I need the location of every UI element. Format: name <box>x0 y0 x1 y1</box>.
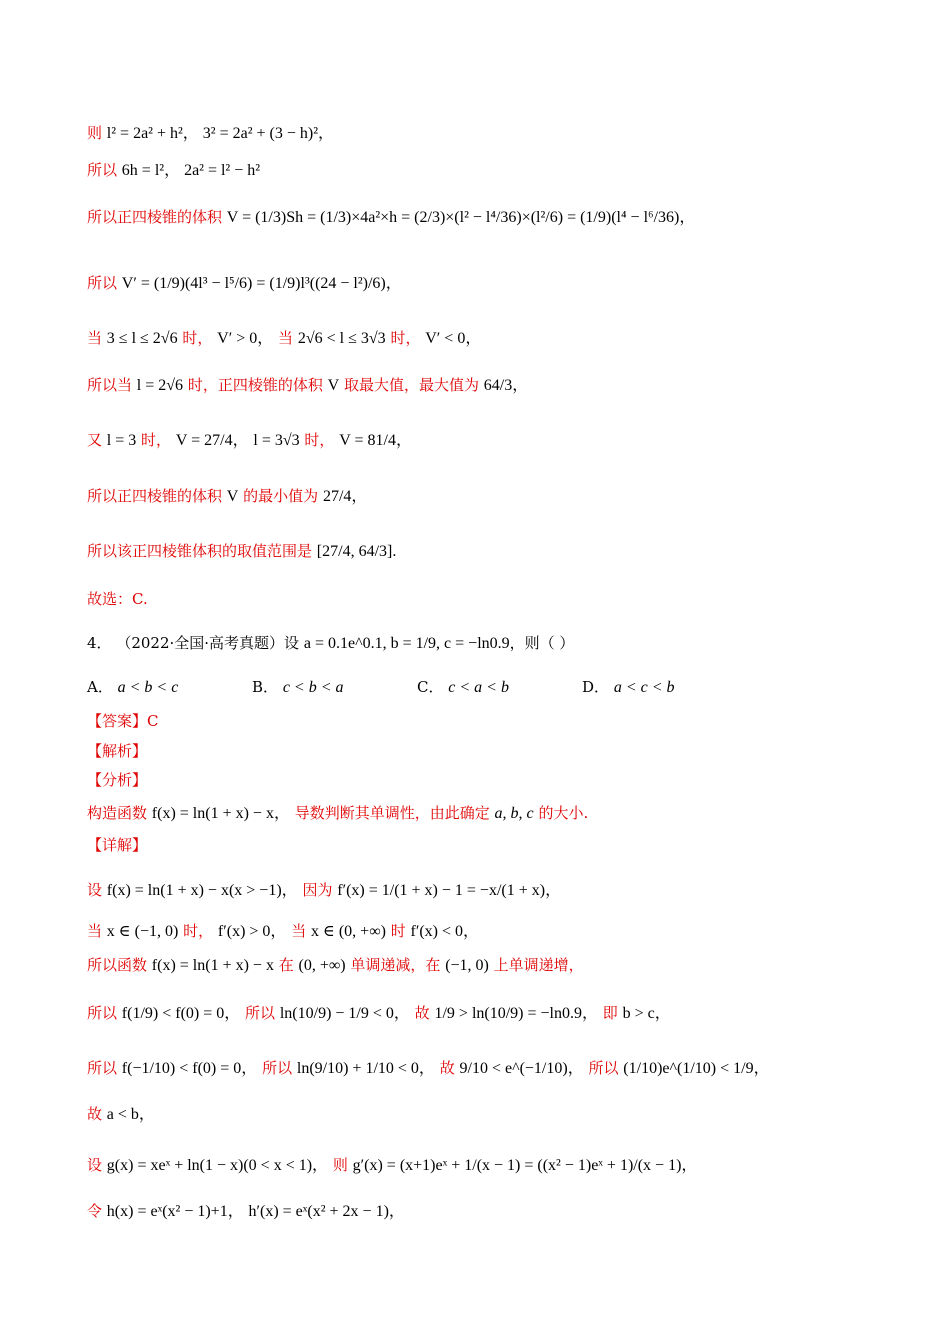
math-expression: l = 2√6 <box>136 377 184 394</box>
math-expression: h′(x) = eˣ(x² + 2x − 1)， <box>248 1203 405 1220</box>
math-expression: (1/10)e^(1/10) < 1/9， <box>623 1060 770 1077</box>
line-prefix: 所以正四棱锥的体积 <box>87 487 223 505</box>
text: 所以 <box>588 1059 619 1077</box>
detail-line-4 <box>87 1000 671 1023</box>
text: 上单调递增， <box>493 956 584 974</box>
line-prefix: 则 <box>87 124 103 142</box>
text: 的最小值为 <box>243 487 319 505</box>
math-expression: g′(x) = (x+1)eˣ + 1/(x − 1) = ((x² − 1)eˣ + 1)/(x − 1)， <box>352 1157 698 1174</box>
math-expression: f(x) = ln(1 + x) − x， <box>151 805 290 822</box>
math-expression: V′ > 0， <box>217 330 274 347</box>
solution-line-5 <box>87 325 481 348</box>
math-expression: V <box>327 377 340 394</box>
line-prefix: 所以当 <box>87 376 133 394</box>
math-expression: V = 27/4， <box>175 432 249 449</box>
text: 设 <box>87 881 103 899</box>
analysis-tag <box>87 740 147 761</box>
math-expression: l = 3 <box>106 432 137 449</box>
math-expression: a < b， <box>106 1106 155 1123</box>
detail-line-1 <box>87 877 561 900</box>
option-label: A． <box>87 678 113 696</box>
text: 时， <box>304 431 335 449</box>
text: 故 <box>414 1004 430 1022</box>
answer-value: C <box>147 712 159 730</box>
answer-tag: 【答案】 <box>87 712 148 730</box>
math-expression: a, b, c <box>494 805 534 822</box>
question-number: 4． <box>87 634 112 652</box>
option-value: a < b < c <box>117 679 179 696</box>
math-expression: 27/4， <box>322 488 368 505</box>
math-expression: ln(10/9) − 1/9 < 0， <box>279 1005 410 1022</box>
detail-line-5 <box>87 1055 770 1078</box>
text: 令 <box>87 1202 103 1220</box>
math-expression: 9/10 < e^(−1/10)， <box>459 1060 584 1077</box>
text: 导数判断其单调性，由此确定 <box>294 804 490 822</box>
math-expression: b > c， <box>622 1005 671 1022</box>
solution-line-6 <box>87 372 528 395</box>
option-label: C． <box>417 678 444 696</box>
question-tail: ，则（ ） <box>509 634 575 652</box>
text: 则 <box>332 1156 348 1174</box>
text: 设 <box>87 1156 103 1174</box>
line-prefix: 所以 <box>87 274 118 292</box>
math-expression: 64/3， <box>483 377 529 394</box>
solution-line-8 <box>87 483 367 506</box>
text: 时， <box>183 922 214 940</box>
math-expression: l = 3√3 <box>253 432 300 449</box>
text: 时 <box>390 922 406 940</box>
option-value: c < b < a <box>282 679 344 696</box>
text: 因为 <box>302 881 333 899</box>
detail-line-6 <box>87 1101 155 1124</box>
answer-line <box>87 710 159 731</box>
text: 故 <box>87 1105 103 1123</box>
math-expression: 1/9 > ln(10/9) = −ln0.9， <box>434 1005 598 1022</box>
math-expression: V <box>226 488 239 505</box>
math-expression: V = (1/3)Sh = (1/3)×4a²×h = (2/3)×(l² − l⁴/36)×(l²/6) = (1/9)(l⁴ − l⁶/36)， <box>226 209 696 226</box>
math-expression: f(1/9) < f(0) = 0， <box>121 1005 241 1022</box>
option-label: D． <box>582 678 610 696</box>
solution-line-3 <box>87 204 695 227</box>
option-label: B． <box>252 678 279 696</box>
math-expression: a = 0.1e^0.1, b = 1/9, c = −ln0.9 <box>303 635 510 652</box>
detail-line-7 <box>87 1152 697 1175</box>
text: 时， <box>390 329 421 347</box>
detail-label: 【详解】 <box>87 836 148 854</box>
math-expression: 3 ≤ l ≤ 2√6 <box>106 330 178 347</box>
fenxi-label: 【分析】 <box>87 771 148 789</box>
solution-line-1 <box>87 120 334 143</box>
math-expression: f(x) = ln(1 + x) − x(x > −1)， <box>106 882 298 899</box>
math-expression: 6h = l²， 2a² = l² − h² <box>121 162 261 179</box>
text: 当 <box>291 922 307 940</box>
text: 取最大值，最大值为 <box>343 376 479 394</box>
text: 当 <box>87 922 103 940</box>
solution-line-7 <box>87 427 412 450</box>
text: 时，正四棱锥的体积 <box>187 376 323 394</box>
math-expression: [27/4, 64/3]. <box>316 543 397 560</box>
text: 即 <box>602 1004 618 1022</box>
option-c <box>417 676 509 697</box>
solution-line-4 <box>87 270 402 293</box>
conclusion: 故选：C. <box>87 590 148 608</box>
text: 时， <box>141 431 172 449</box>
text: 当 <box>278 329 294 347</box>
option-value: c < a < b <box>448 679 509 696</box>
text: 所以函数 <box>87 956 148 974</box>
detail-tag <box>87 834 147 855</box>
text: 构造函数 <box>87 804 148 822</box>
option-b <box>252 676 344 697</box>
line-prefix: 所以 <box>87 161 118 179</box>
text: 故 <box>439 1059 455 1077</box>
math-expression: ln(9/10) + 1/10 < 0， <box>296 1060 435 1077</box>
text: 所以 <box>262 1059 293 1077</box>
text: 单调递减，在 <box>350 956 441 974</box>
line-prefix: 所以正四棱锥的体积 <box>87 208 223 226</box>
detail-line-8 <box>87 1198 405 1221</box>
math-expression: V = 81/4， <box>339 432 412 449</box>
text: 在 <box>278 956 294 974</box>
fenxi-line <box>87 800 588 823</box>
analysis-label: 【解析】 <box>87 742 148 760</box>
text: 所以 <box>87 1004 118 1022</box>
question-text: 设 <box>284 634 300 652</box>
math-expression: l² = 2a² + h²， 3² = 2a² + (3 − h)²， <box>106 125 335 142</box>
math-expression: (0, +∞) <box>298 957 346 974</box>
detail-line-2 <box>87 918 479 941</box>
detail-line-3 <box>87 954 584 975</box>
math-expression: f′(x) = 1/(1 + x) − 1 = −x/(1 + x)， <box>337 882 562 899</box>
option-a <box>87 676 178 697</box>
math-expression: x ∈ (−1, 0) <box>106 923 179 940</box>
text: 时， <box>182 329 213 347</box>
math-expression: f′(x) > 0， <box>217 923 287 940</box>
math-expression: (−1, 0) <box>445 957 489 974</box>
option-value: a < c < b <box>613 679 675 696</box>
math-expression: V′ < 0， <box>425 330 482 347</box>
math-expression: V′ = (1/9)(4l³ − l⁵/6) = (1/9)l³((24 − l²)/6)， <box>121 275 402 292</box>
question-4 <box>87 632 574 653</box>
option-d <box>582 676 675 697</box>
text: 所以 <box>87 1059 118 1077</box>
math-expression: f(−1/10) < f(0) = 0， <box>121 1060 258 1077</box>
solution-line-10 <box>87 588 148 609</box>
line-prefix: 所以该正四棱锥体积的取值范围是 <box>87 542 313 560</box>
text: 所以 <box>245 1004 276 1022</box>
line-prefix: 当 <box>87 329 103 347</box>
question-source: （2022·全国·高考真题） <box>116 634 285 652</box>
math-expression: x ∈ (0, +∞) <box>311 923 386 940</box>
line-prefix: 又 <box>87 431 103 449</box>
math-expression: 2√6 < l ≤ 3√3 <box>297 330 386 347</box>
math-expression: f(x) = ln(1 + x) − x <box>151 957 274 974</box>
math-expression: g(x) = xeˣ + ln(1 − x)(0 < x < 1)， <box>106 1157 329 1174</box>
math-expression: f′(x) < 0， <box>410 923 480 940</box>
fenxi-tag <box>87 769 147 790</box>
solution-line-2 <box>87 157 260 180</box>
solution-line-9 <box>87 540 396 561</box>
text: 的大小. <box>538 804 589 822</box>
math-expression: h(x) = eˣ(x² − 1)+1， <box>106 1203 244 1220</box>
